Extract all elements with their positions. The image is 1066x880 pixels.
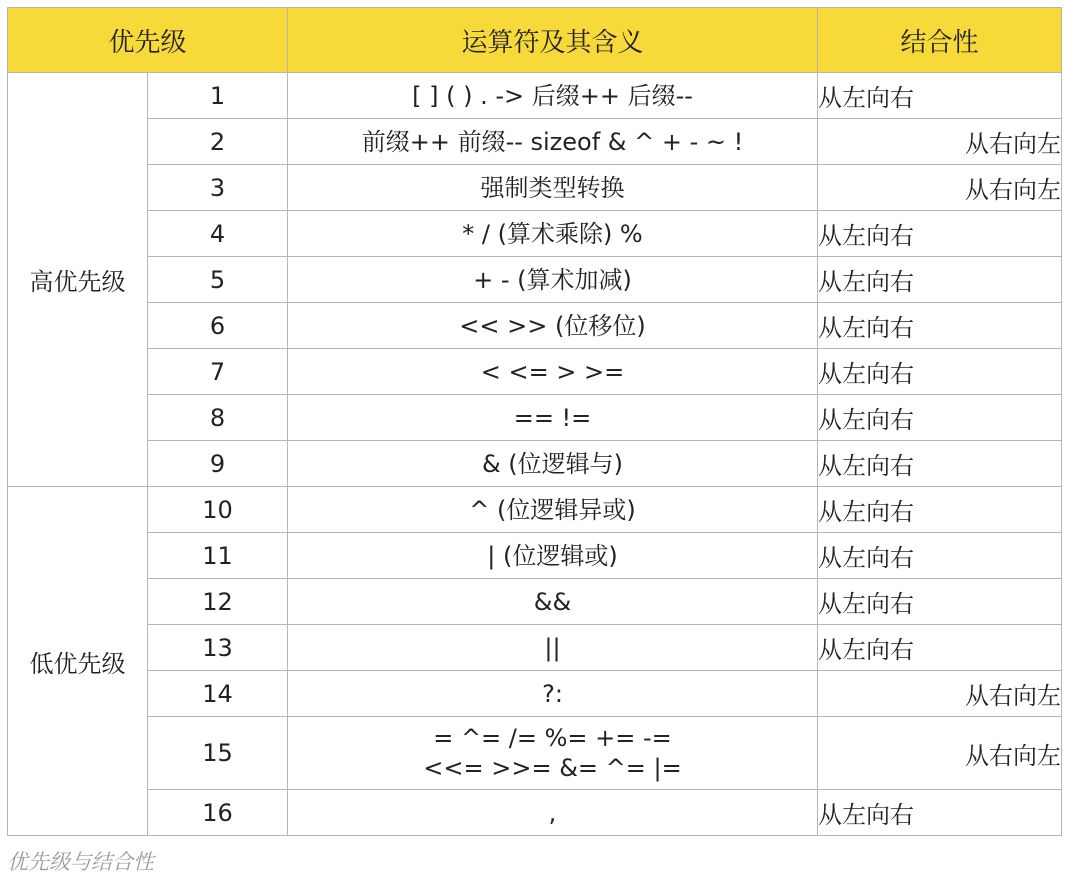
priority-number: 16 [148, 790, 288, 836]
associativity-cell: 从右向左 [818, 165, 1062, 211]
operator-text: [ ] ( ) . -> 后缀++ 后缀-- [412, 81, 693, 110]
priority-number: 2 [148, 119, 288, 165]
table-row [8, 395, 1062, 441]
group-high-priority: 高优先级 [8, 73, 148, 487]
table-row [8, 671, 1062, 717]
operator-cell [288, 625, 818, 671]
operator-text: * / (算术乘除) % [462, 219, 643, 248]
table-row [8, 119, 1062, 165]
operator-text: , [548, 798, 557, 827]
operator-cell [288, 579, 818, 625]
associativity-cell: 从左向右 [818, 579, 1062, 625]
priority-number: 8 [148, 395, 288, 441]
associativity-cell: 从左向右 [818, 257, 1062, 303]
associativity-cell: 从左向右 [818, 487, 1062, 533]
operator-cell [288, 349, 818, 395]
operator-cell [288, 395, 818, 441]
table-row [8, 717, 1062, 790]
operator-text: ^ (位逻辑异或) [469, 495, 636, 524]
associativity-cell: 从左向右 [818, 211, 1062, 257]
operator-cell [288, 165, 818, 211]
operator-cell [288, 671, 818, 717]
associativity-cell: 从左向右 [818, 790, 1062, 836]
table-row [8, 349, 1062, 395]
priority-number: 13 [148, 625, 288, 671]
priority-number: 7 [148, 349, 288, 395]
header-operators: 运算符及其含义 [288, 8, 818, 73]
table-row [8, 625, 1062, 671]
table-row [8, 303, 1062, 349]
associativity-cell: 从右向左 [818, 671, 1062, 717]
operator-cell [288, 533, 818, 579]
operator-text: || [544, 633, 561, 662]
operator-text: <<= >>= &= ^= |= [423, 754, 682, 782]
operator-cell [288, 441, 818, 487]
operator-cell [288, 303, 818, 349]
associativity-cell: 从左向右 [818, 441, 1062, 487]
priority-number: 15 [148, 717, 288, 790]
operator-text: 前缀++ 前缀-- sizeof & ^ + - ~ ! [361, 127, 744, 156]
operator-text: < <= > >= [480, 357, 625, 386]
operator-text: 强制类型转换 [480, 173, 625, 202]
priority-number: 4 [148, 211, 288, 257]
operator-cell [288, 487, 818, 533]
operator-text: | (位逻辑或) [487, 541, 618, 570]
associativity-cell: 从右向左 [818, 717, 1062, 790]
table-row [8, 533, 1062, 579]
associativity-cell: 从左向右 [818, 349, 1062, 395]
operator-cell [288, 790, 818, 836]
priority-number: 5 [148, 257, 288, 303]
associativity-cell: 从左向右 [818, 533, 1062, 579]
operator-text: + - (算术加减) [473, 265, 632, 294]
associativity-cell: 从右向左 [818, 119, 1062, 165]
group-low-priority: 低优先级 [8, 487, 148, 836]
operator-cell [288, 717, 818, 790]
table-row [8, 487, 1062, 533]
priority-number: 3 [148, 165, 288, 211]
table-row [8, 579, 1062, 625]
table-row [8, 790, 1062, 836]
priority-number: 12 [148, 579, 288, 625]
priority-number: 10 [148, 487, 288, 533]
header-associativity: 结合性 [818, 8, 1062, 73]
operator-text: << >> (位移位) [459, 311, 646, 340]
associativity-cell: 从左向右 [818, 303, 1062, 349]
operator-text: && [533, 587, 572, 616]
table-header-row [8, 8, 1062, 73]
table-row [8, 211, 1062, 257]
priority-number: 11 [148, 533, 288, 579]
associativity-cell: 从左向右 [818, 395, 1062, 441]
associativity-cell: 从左向右 [818, 73, 1062, 119]
operator-cell [288, 73, 818, 119]
priority-number: 1 [148, 73, 288, 119]
operator-cell [288, 119, 818, 165]
associativity-cell: 从左向右 [818, 625, 1062, 671]
operator-text: & (位逻辑与) [481, 449, 624, 478]
figure-caption: 优先级与结合性 [7, 850, 154, 874]
table-row [8, 73, 1062, 119]
priority-number: 6 [148, 303, 288, 349]
table-row [8, 257, 1062, 303]
priority-number: 9 [148, 441, 288, 487]
operator-precedence-table [7, 7, 1062, 836]
operator-text: ?: [542, 679, 563, 708]
operator-cell [288, 257, 818, 303]
operator-text: = ^= /= %= += -= [433, 724, 672, 752]
table-row [8, 441, 1062, 487]
header-priority: 优先级 [8, 8, 288, 73]
operator-text: == != [513, 403, 592, 432]
table-row [8, 165, 1062, 211]
priority-number: 14 [148, 671, 288, 717]
operator-cell [288, 211, 818, 257]
